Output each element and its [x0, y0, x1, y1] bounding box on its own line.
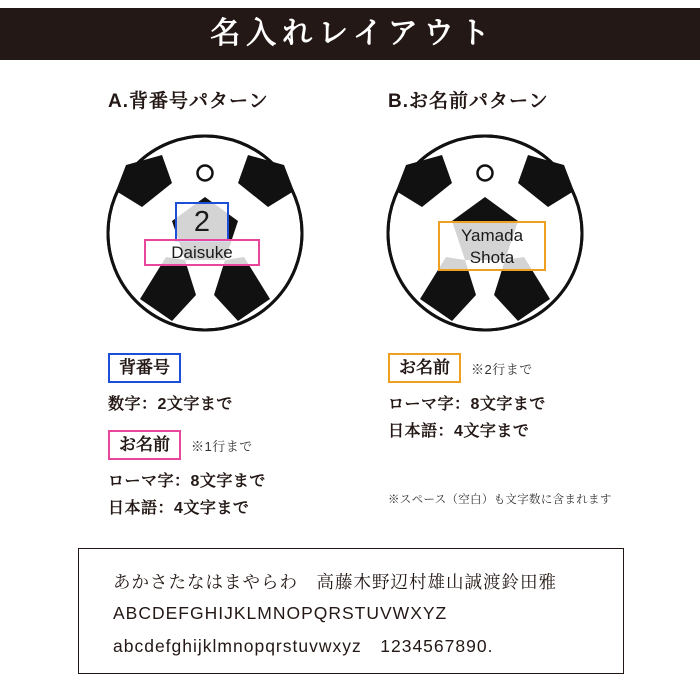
spec-a-name-tagrow: [108, 430, 350, 460]
spec-a-number-tagrow: [108, 353, 350, 383]
spec-a-number: [108, 353, 350, 414]
spec-a-name-line-1: ローマ字：8文字まで: [108, 473, 266, 490]
soccer-ball-a: [100, 125, 310, 335]
spec-b-name-line-1: ローマ字：8文字まで: [388, 396, 546, 413]
spec-a-name-line-2: 日本語：4文字まで: [108, 500, 250, 517]
pattern-a-title: A.背番号パターン: [108, 91, 269, 112]
tag-back-number: 背番号: [108, 353, 181, 383]
ball-name-overlay-b: [438, 221, 546, 271]
soccer-ball-b: [380, 125, 590, 335]
pattern-b-footnote: ※スペース（空白）も文字数に含まれます: [388, 494, 612, 506]
page-title: 名入れレイアウト: [210, 17, 496, 50]
spec-a-name: [108, 430, 350, 518]
header-bar: [0, 8, 700, 60]
ball-name-overlay-b-line2: Shota: [469, 247, 515, 267]
ball-number-overlay-a: 2: [175, 202, 229, 242]
spec-b-name-line-2: 日本語：4文字まで: [388, 423, 530, 440]
spec-b-name-tagrow: [388, 353, 700, 383]
font-sample-line-3: abcdefghijklmnopqrstuvwxyz 1234567890.: [113, 636, 494, 656]
pattern-a: [0, 86, 350, 522]
font-sample-line-1: あかさたなはまやらわ 高藤木野辺村雄山誠渡鈴田雅: [113, 572, 557, 592]
font-sample-box: [78, 548, 624, 674]
pattern-b-title: B.お名前パターン: [388, 91, 549, 112]
ball-name-overlay-b-line1: Yamada: [460, 226, 524, 246]
tag-name-a: お名前: [108, 430, 181, 460]
spec-a-number-line-1: 数字：2文字まで: [108, 396, 233, 413]
ball-name-overlay-a: Daisuke: [144, 239, 260, 266]
font-sample-line-2: ABCDEFGHIJKLMNOPQRSTUVWXYZ: [113, 603, 448, 623]
tag-name-b: お名前: [388, 353, 461, 383]
pattern-columns: [0, 86, 700, 522]
pattern-b: [350, 86, 700, 522]
spec-b-name: [388, 353, 700, 441]
spec-a-name-note: ※1行まで: [191, 438, 253, 454]
spec-b-name-note: ※2行まで: [471, 361, 533, 377]
